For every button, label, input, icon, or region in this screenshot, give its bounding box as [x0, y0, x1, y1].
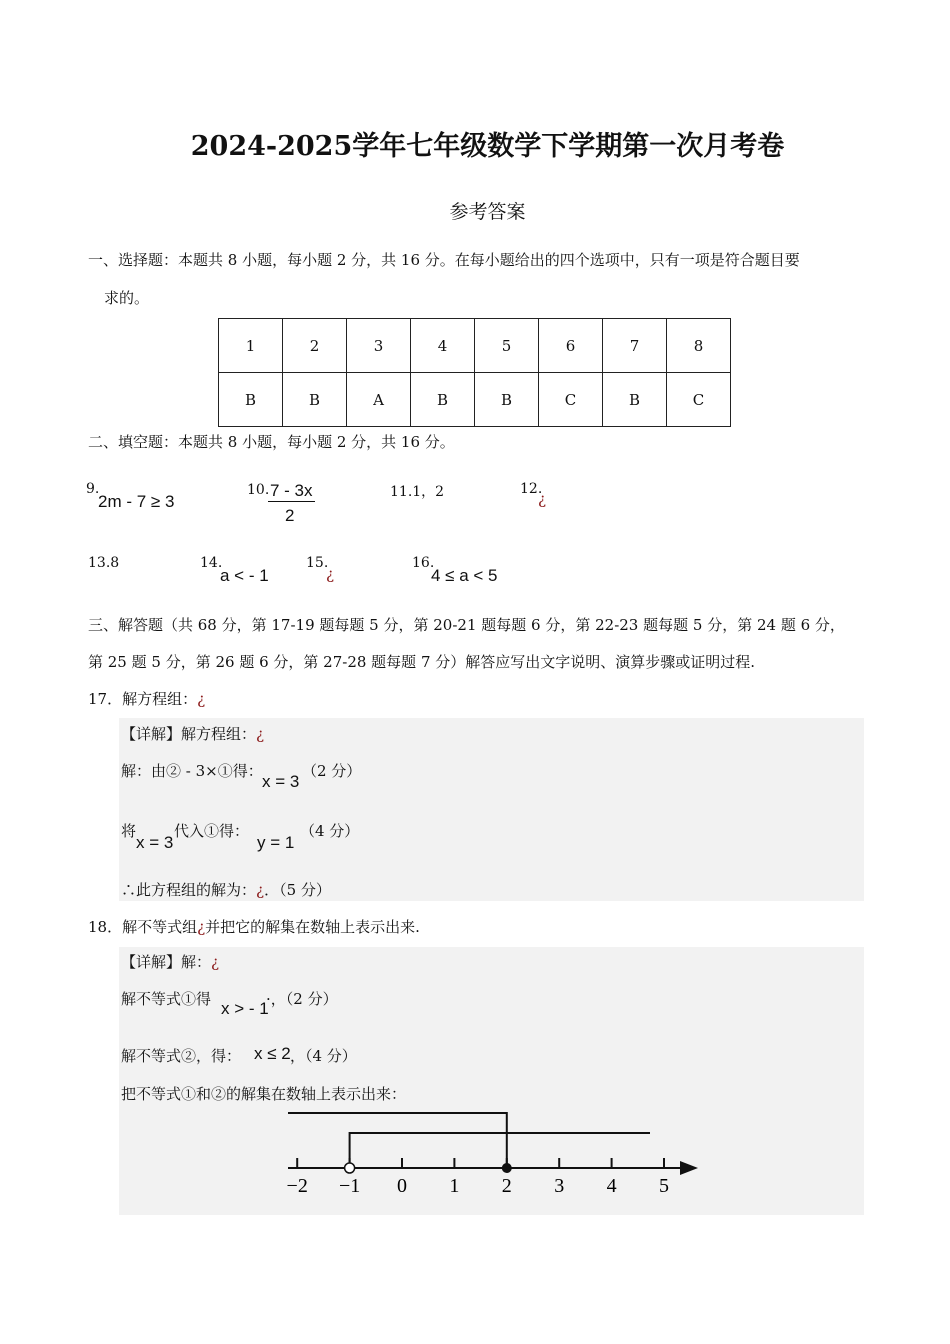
q10-numerator: 7 - 3x: [270, 481, 313, 500]
q18-step1: 解不等式①得: [121, 990, 212, 1008]
table-cell: B: [475, 373, 539, 427]
q9-label: 9.: [86, 481, 100, 497]
section1-heading: 一、选择题：本题共 8 小题，每小题 2 分，共 16 分。在每小题给出的四个选项中，只有一项是符合题目要: [88, 251, 800, 269]
q18-step3: 把不等式①和②的解集在数轴上表示出来：: [121, 1085, 407, 1103]
table-cell: C: [667, 373, 731, 427]
table-cell: B: [219, 373, 283, 427]
table-cell: 4: [411, 319, 475, 373]
table-cell: B: [603, 373, 667, 427]
page-title: 2024-2025学年七年级数学下学期第一次月考卷: [190, 131, 785, 162]
table-cell: B: [411, 373, 475, 427]
open-point: [345, 1163, 355, 1173]
section3-heading: 三、解答题（共 68 分，第 17-19 题每题 5 分，第 20-21 题每题 6 分，第 22-23 题每题 5 分，第 24 题 6 分，: [88, 616, 845, 634]
table-cell: 6: [539, 319, 603, 373]
q10-label: 10.: [247, 482, 270, 498]
q17-step1-math: x = 3: [262, 772, 300, 791]
q17-step2-text: 将: [121, 822, 137, 840]
closed-point: [502, 1163, 512, 1173]
q18-detail: 【详解】解：¿: [121, 953, 220, 971]
q11-answer: 11.1，2: [390, 484, 445, 500]
table-cell: 5: [475, 319, 539, 373]
section1-heading-cont: 求的。: [104, 289, 150, 307]
number-line-arrow: [680, 1161, 698, 1175]
q17-step1-score: （2 分）: [302, 762, 362, 780]
section3-heading-cont: 第 25 题 5 分，第 26 题 6 分，第 27-28 题每题 7 分）解答应写出文字说明、演算步骤或证明过程.: [88, 653, 756, 671]
solution-bracket-1: [350, 1133, 650, 1168]
q13-answer: 13.8: [88, 555, 120, 571]
q18-step1-math: x > - 1: [221, 999, 269, 1018]
table-cell: A: [347, 373, 411, 427]
tick-label: 0: [397, 1175, 407, 1197]
q18-step2-math: x ≤ 2: [254, 1044, 291, 1063]
tick-label: −1: [338, 1175, 361, 1197]
table-cell: B: [283, 373, 347, 427]
q18-step2: 解不等式②，得：: [121, 1047, 242, 1065]
tick-label: 4: [606, 1175, 617, 1197]
q12-label: 12.: [520, 481, 543, 497]
q17-step2-score: （4 分）: [300, 822, 360, 840]
q10-denominator: 2: [285, 506, 295, 525]
tick-label: −2: [286, 1175, 308, 1197]
section2-heading: 二、填空题：本题共 8 小题，每小题 2 分，共 16 分。: [88, 433, 455, 451]
tick-label: 2: [501, 1175, 512, 1197]
q18-stem: 18．解不等式组¿并把它的解集在数轴上表示出来.: [88, 918, 420, 936]
subtitle: 参考答案: [449, 201, 526, 223]
tick-label: 1: [449, 1175, 460, 1197]
q15-label: 15.: [306, 555, 329, 571]
table-cell: 8: [667, 319, 731, 373]
q18-step2-score: ，（4 分）: [290, 1047, 357, 1065]
solution-bracket-2: [288, 1113, 507, 1168]
q14-answer: a < - 1: [220, 566, 269, 585]
table-cell: 3: [347, 319, 411, 373]
q16-answer: 4 ≤ a < 5: [431, 566, 498, 585]
q18-step1-score: ·，（2 分）: [266, 990, 338, 1008]
table-cell: 7: [603, 319, 667, 373]
q17-step2-math2: y = 1: [257, 833, 295, 852]
table-cell: C: [539, 373, 603, 427]
q17-detail: 【详解】解方程组：¿: [121, 725, 265, 743]
q9-answer: 2m - 7 ≥ 3: [98, 492, 175, 511]
q17-conclusion: ∴此方程组的解为：¿．（5 分）: [121, 881, 331, 899]
q17-step2-text2: 代入①得：: [174, 822, 250, 840]
q17-stem: 17．解方程组：¿: [88, 690, 206, 708]
tick-label: 3: [554, 1175, 565, 1197]
q14-label: 14.: [200, 555, 223, 571]
q17-step1: 解：由② - 3×①得：: [121, 762, 263, 780]
q17-step2-math1: x = 3: [136, 833, 174, 852]
tick-label: 5: [659, 1175, 669, 1197]
q12-missing-glyph: ¿: [538, 490, 547, 508]
table-cell: 2: [283, 319, 347, 373]
q16-label: 16.: [412, 555, 435, 571]
q15-missing-glyph: ¿: [326, 565, 335, 583]
table-cell: 1: [219, 319, 283, 373]
